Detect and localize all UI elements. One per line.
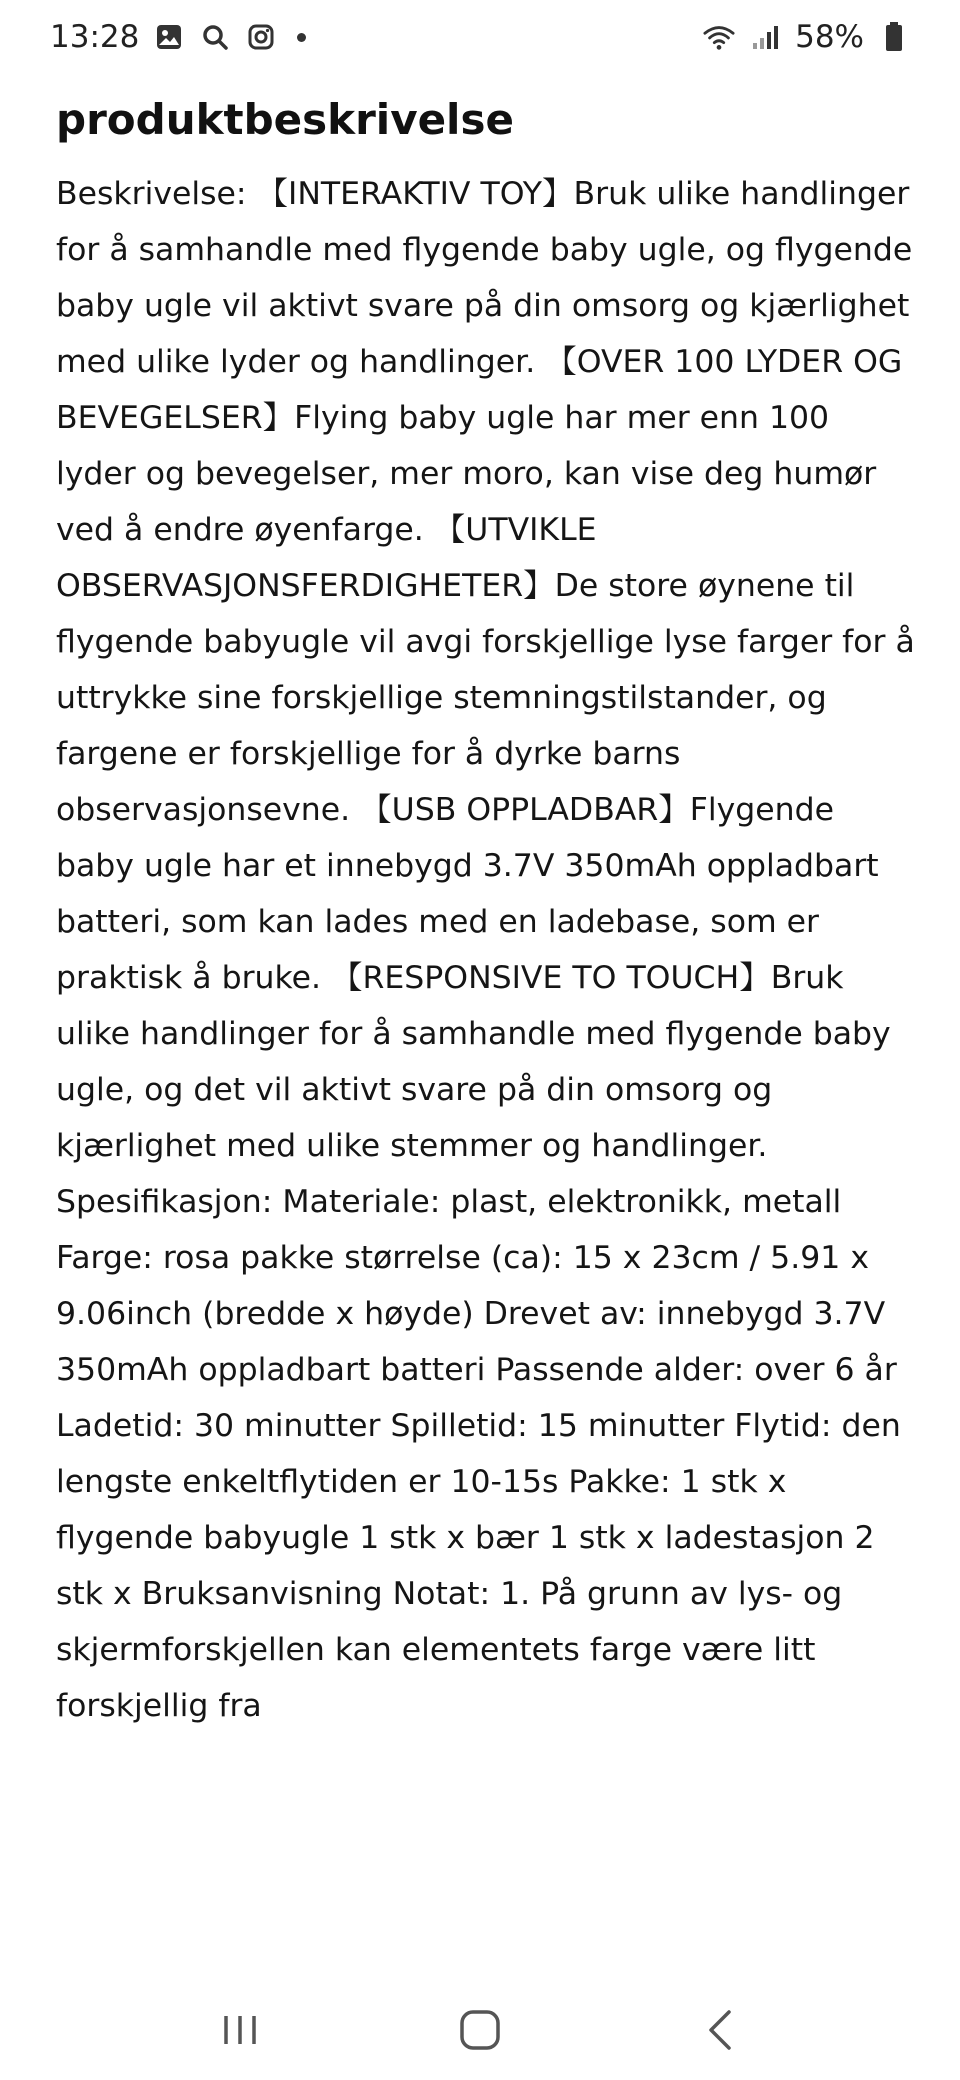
more-notifications-dot (297, 33, 306, 42)
gallery-icon (153, 21, 185, 53)
page-title: produktbeskrivelse (56, 95, 514, 144)
status-bar-right (703, 19, 910, 55)
back-icon (705, 2008, 735, 2052)
back-button[interactable] (680, 1990, 760, 2070)
description-text: Beskrivelse: 【INTERAKTIV TOY】Bruk ulike handlinger for å samhandle med flygende baby ugle, og flygende baby ugle vil aktivt svare på din omsorg og kjærlighet med ulike lyder og handlinger. 【OVER 100 LYDER OG BEVEGELSER】Flying baby ugle har mer enn 100 lyder og bevegelser, mer moro, kan vise deg humør ved å endre øyenfarge. 【UTVIKLE OBSERVASJONSFERDIGHETER】De store øynene til flygende babyugle vil avgi forskjellige lyse farger for å uttrykke sine forskjellige stemningstilstander, og fargene er forskjellige for å dyrke barns observasjonsevne. 【USB OPPLADBAR】Flygende baby ugle har et innebygd 3.7V 350mAh oppladbart batteri, som kan lades med en ladebase, som er praktisk å bruke. 【RESPONSIVE TO TOUCH】Bruk ulike handlinger for å samhandle med flygende baby ugle, og det vil aktivt svare på din omsorg og kjærlighet med ulike stemmer og handlinger. Spesifikasjon: Materiale: plast, elektronikk, metall Farge: rosa pakke størrelse (ca): 15 x 23cm / 5.91 x 9.06inch (bredde x høyde) Drevet av: innebygd 3.7V 350mAh oppladbart batteri Passende alder: over 6 år Ladetid: 30 minutter Spilletid: 15 minutter Flytid: den lengste enkeltflytiden er 10-15s Pakke: 1 stk x flygende babyugle 1 stk x bær 1 stk x ladestasjon 2 stk x Bruksanvisning Notat: 1. På grunn av lys- og skjermforskjellen kan elementets farge være litt forskjellig fra (56, 176, 915, 1724)
battery-percentage: 58% (795, 19, 864, 55)
signal-icon (749, 21, 781, 53)
clock: 13:28 (50, 19, 140, 55)
battery-icon (878, 21, 910, 53)
instagram-icon (245, 21, 277, 53)
product-description-section (56, 88, 916, 1956)
search-icon (199, 21, 231, 53)
navigation-bar (0, 1980, 960, 2080)
home-button[interactable] (440, 1990, 520, 2070)
wifi-icon (703, 21, 735, 53)
status-bar (0, 0, 960, 74)
status-bar-left (50, 19, 306, 55)
home-icon (458, 2008, 502, 2052)
recent-apps-button[interactable] (200, 1990, 280, 2070)
recent-apps-icon (220, 2012, 260, 2048)
